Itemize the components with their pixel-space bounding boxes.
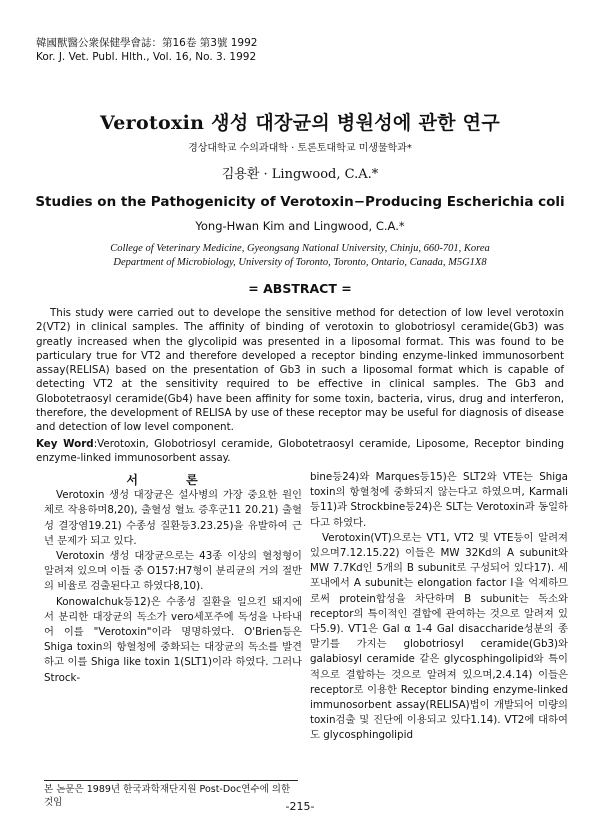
paragraph: Verotoxin(VT)으로는 VT1, VT2 및 VTE등이 알려져 있으며7.12.15.22) 이들은 MW 32Kd의 A subunit와 MW 7.7Kd인 5개의 B subunit로 구성되어 있다17). 세포내에서 A subunit는 elongation factor Ⅰ을 억제하므로써 protein합성을 차단하며 B subunit는 독소와 receptor의 특이적인 결합에 관여하는 것으로 알려져 있다5.9). VT1은 Gal α 1-4 Gal disaccharide성분의 종말기를 가지는 globotriosyl ceramide(Gb3)와 galabiosyl ceramide 같은 glycosphingolipid와 특이적으로 결합하는 것으로 알려져 있으며,2.4.14) 이들은 receptor로 이용한 Receptor binding enzyme-linked immunosorbent assay(RELISA)법이 개발되어 미량의 toxin검출 및 진단에 이용되고 있다1.14). VT2에 대하여도 glycosphingolipid: [310, 531, 568, 742]
journal-line-ko: 韓國獸醫公衆保健學會誌：第16卷 第3號 1992: [36, 37, 258, 49]
keywords: [36, 437, 564, 466]
footnote: 본 논문은 1989년 한국과학재단지원 Post-Doc연수에 의한 것임: [44, 780, 298, 809]
journal-line-en: Kor. J. Vet. Publ. Hlth., Vol. 16, No. 3. 1992: [36, 51, 257, 63]
abstract: [36, 306, 564, 465]
authors-korean: 김용환 · Lingwood, C.A.*: [221, 167, 379, 182]
institution-line-2: Department of Microbiology, University of Toronto, Toronto, Ontario, Canada, M5G1X8: [113, 257, 487, 268]
page-number: -215-: [285, 800, 315, 813]
paragraph: bine등24)와 Marques등15)은 SLT2와 VTE는 Shiga toxin의 항혈청에 중화되지 않는다고 하였으며, Karmali등11)과 Strockbine등24)은 SLT는 Verotoxin과 동일하다고 하였다.: [310, 471, 568, 529]
institution-line-1: College of Veterinary Medicine, Gyeongsang National University, Chinju, 660-701, Korea: [110, 243, 490, 254]
paragraph: Verotoxin 생성 대장균으로는 43종 이상의 혈청형이 알려져 있으며 이들 중 O157:H7형이 분리균의 거의 절반의 비율로 검출된다고 하였다8,10).: [44, 550, 302, 593]
abstract-text: This study were carried out to develope the sensitive method for detection of low level verotoxin 2(VT2) in clinical samples. The affinity of binding of verotoxin to globotriosyl ceramide(Gb3) was greatly increased when the glycolipid was presented in a liposomal format. This was found to be particulary true for VT2 and therefore developed a receptor binding enzyme-linked immunosorbent assay(RELISA) based on the presentation of Gb3 in such a liposomal format which is capable of detecting VT2 at the sensitivity required to be effective in clinical samples. The Gb3 and Globotetraosyl ceramide(Gb4) have been affinity for some toxin, bacteria, virus, drug and interferon, therefore, the development of RELISA by use of these receptor may be useful for diagnosis of disease and detection of low level component.: [36, 307, 564, 434]
section-heading: 서 론: [126, 473, 220, 487]
paragraph: Verotoxin 생성 대장균은 설사병의 가장 중요한 원인체로 작용하며8,20), 출혈성 혈뇨 증후군11 20.21) 출혈성 결장염19.21) 수종성 질환등3.23.25)을 유발하여 근년 문제가 되고 있다.: [44, 489, 302, 547]
keyword-text: :Verotoxin, Globotriosyl ceramide, Globotetraosyl ceramide, Liposome, Receptor binding enzyme-linked immunosorbent assay.: [36, 437, 565, 464]
abstract-heading: = ABSTRACT =: [248, 281, 352, 296]
keyword-label: Key Word: [36, 437, 94, 450]
left-column: [44, 473, 302, 686]
journal-header: [36, 36, 257, 64]
paragraph: Konowalchuk등12)은 수종성 질환을 일으킨 돼지에서 분리한 대장균의 독소가 vero세포주에 독성을 나타내어 이를 "Verotoxin"이라 명명하였다. O'Brien등은 Shiga toxin의 항혈청에 중화되는 대장균의 독소를 발견하고 이를 Shiga like toxin 1(SLT1)이라 하였다. 그러나 Strock-: [44, 595, 302, 684]
authors-english: Yong-Hwan Kim and Lingwood, C.A.*: [195, 219, 405, 233]
affiliation-korean: 경상대학교 수의과대학 · 토론토대학교 미생물학과*: [188, 143, 412, 154]
right-column: [310, 470, 568, 744]
title-korean: Verotoxin 생성 대장균의 병원성에 관한 연구: [99, 112, 500, 134]
title-english: Studies on the Pathogenicity of Verotoxin−Producing Escherichia coli: [35, 194, 565, 210]
